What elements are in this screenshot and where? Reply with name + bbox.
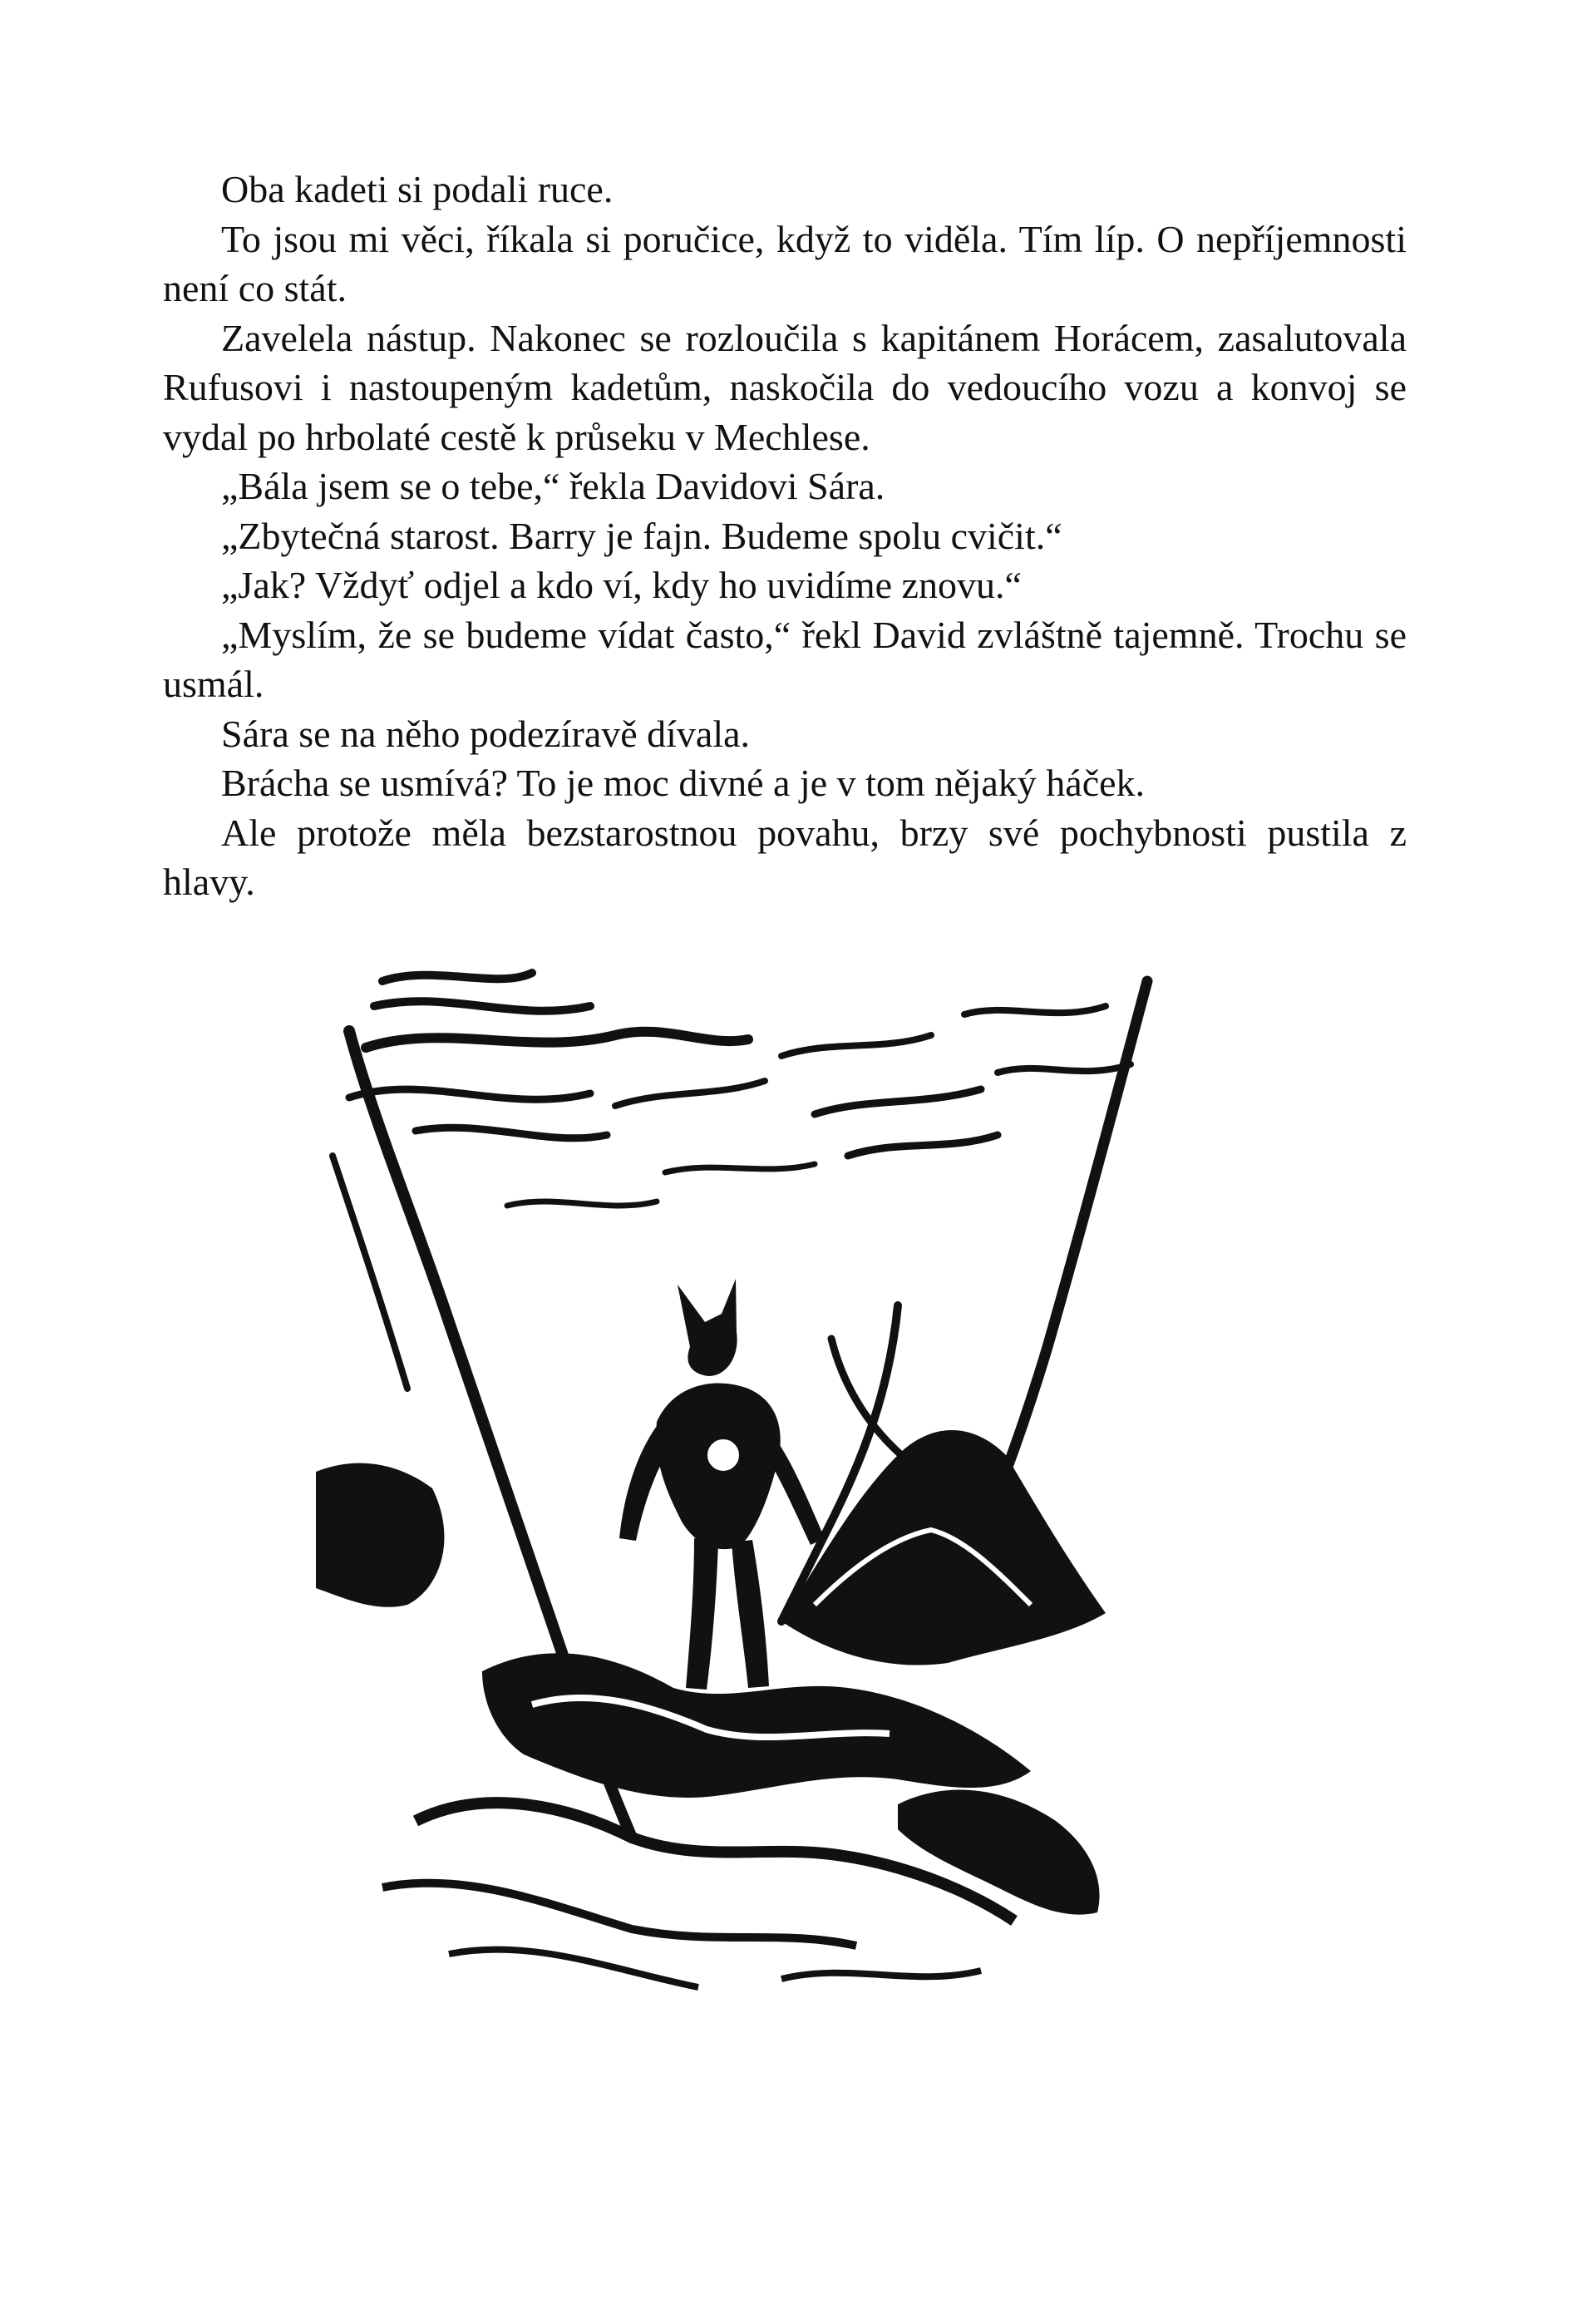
paragraph: Sára se na něho podezíravě dívala. [221,712,751,755]
paragraph: Brácha se usmívá? To je moc divné a je v tom nějaký háček. [221,762,1146,804]
paragraph: „Bála jsem se o tebe,“ řekla Davidovi Sára. [221,465,885,507]
body-text [163,165,1407,907]
ink-illustration [316,956,1205,2054]
paragraph: „Myslím, že se budeme vídat často,“ řekl David zvláštně tajemně. Trochu se usmál. [163,613,1407,705]
paragraph: Oba kadeti si podali ruce. [221,168,614,210]
paragraph: Zavelela nástup. Nakonec se rozloučila s kapitánem Horácem, zasalutovala Rufusovi i nastoupeným kadetům, naskočila do vedoucího vozu a konvoj se vydal po hrbolaté cestě k průseku v Mechlese. [163,316,1407,458]
paragraph: To jsou mi věci, říkala si poručice, když to viděla. Tím líp. O nepříjemnosti není co stát. [163,217,1407,309]
paragraph: „Jak? Vždyť odjel a kdo ví, kdy ho uvidíme znovu.“ [221,564,1022,606]
paragraph: „Zbytečná starost. Barry je fajn. Budeme spolu cvičit.“ [221,514,1062,557]
paragraph: Ale protože měla bezstarostnou povahu, brzy své pochybnosti pustila z hlavy. [163,811,1407,903]
